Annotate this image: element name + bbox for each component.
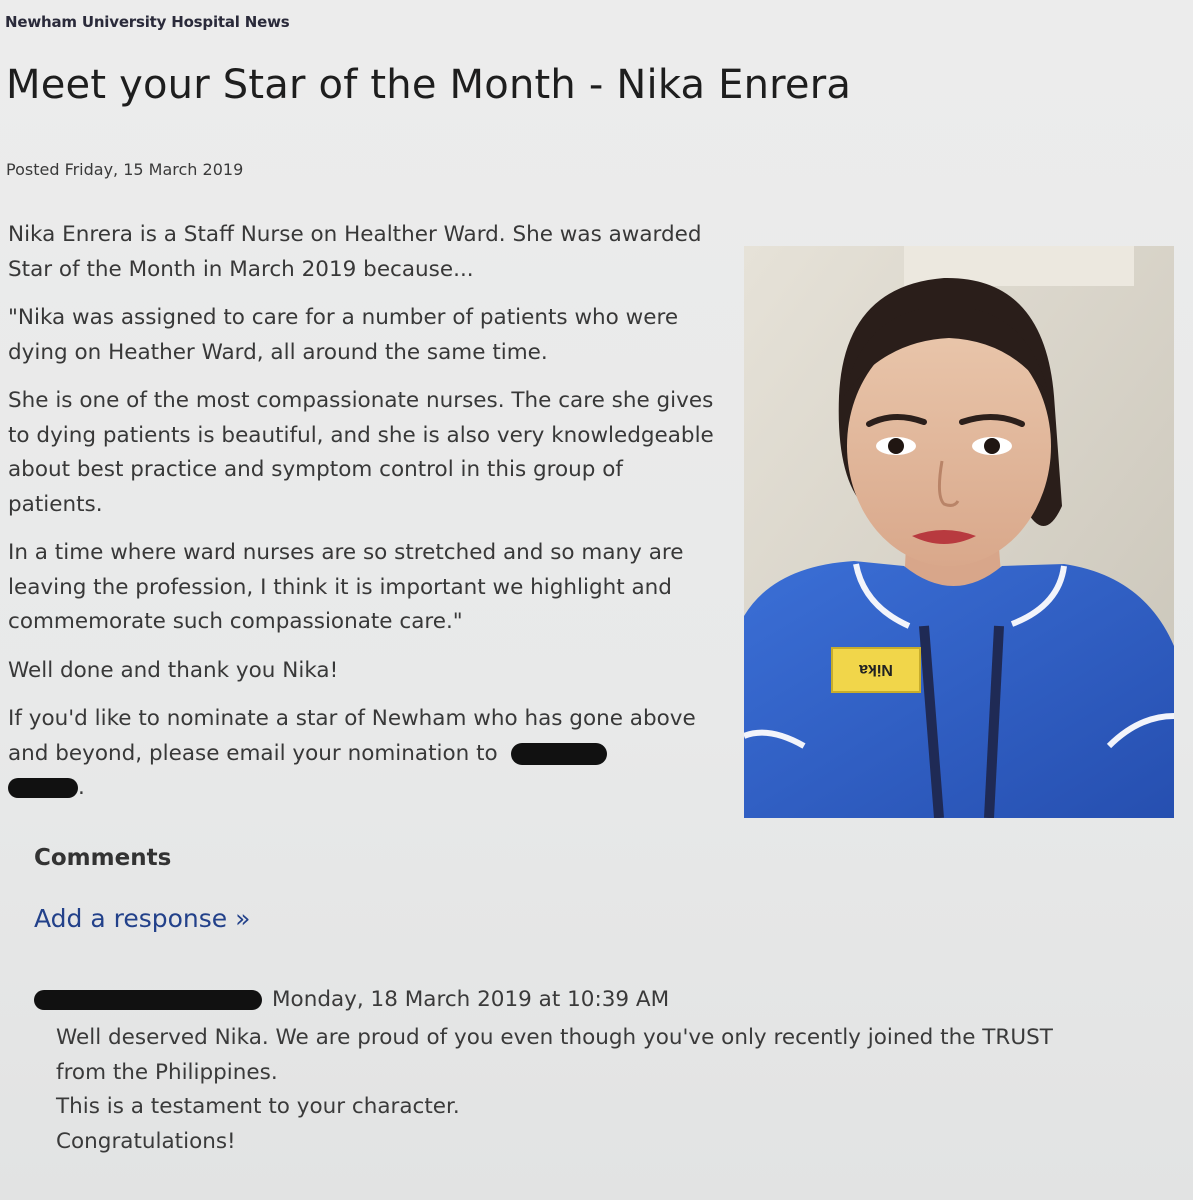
- article-paragraph: Nika Enrera is a Staff Nurse on Healther Ward. She was awarded Star of the Month in March 2019 because...: [8, 222, 702, 282]
- article-paragraph: "Nika was assigned to care for a number of patients who were dying on Heather Ward, all around the same time.: [8, 305, 679, 365]
- nominate-paragraph: If you'd like to nominate a star of Newham who has gone above and beyond, please email your nomination to .: [8, 706, 696, 800]
- comments-heading: Comments: [34, 845, 172, 871]
- add-response-link[interactable]: Add a response »: [34, 904, 251, 933]
- comment-line: Well deserved Nika. We are proud of you even though you've only recently joined the TRUST: [56, 1025, 1053, 1050]
- article-title: Meet your Star of the Month - Nika Enrera: [6, 62, 852, 108]
- badge-text: Nika: [859, 661, 893, 678]
- article-body: [8, 218, 720, 806]
- nominate-text: If you'd like to nominate a star of Newham who has gone above and beyond, please email your nomination to: [8, 706, 696, 766]
- comment-meta: [34, 987, 669, 1012]
- nurse-photo: [744, 246, 1174, 818]
- comment-date: Monday, 18 March 2019 at 10:39 AM: [272, 987, 670, 1012]
- article-paragraph: In a time where ward nurses are so stretched and so many are leaving the profession, I think it is important we highlight and commemorate such compassionate care.": [8, 540, 684, 634]
- comment-line: This is a testament to your character.: [56, 1094, 460, 1119]
- comment-line: from the Philippines.: [56, 1059, 278, 1085]
- redacted-email: [511, 743, 607, 765]
- redacted-author: [34, 990, 262, 1010]
- posted-date: Posted Friday, 15 March 2019: [6, 160, 244, 179]
- comment-line: Congratulations!: [56, 1128, 236, 1154]
- site-name[interactable]: Newham University Hospital News: [5, 13, 290, 31]
- redacted-email-continued: [8, 778, 78, 798]
- comment-body: [56, 1021, 1156, 1159]
- article-paragraph: Well done and thank you Nika!: [8, 657, 339, 683]
- article-paragraph: She is one of the most compassionate nurses. The care she gives to dying patients is beautiful, and she is also very knowledgeable about best practice and symptom control in this group of patients.: [8, 388, 714, 517]
